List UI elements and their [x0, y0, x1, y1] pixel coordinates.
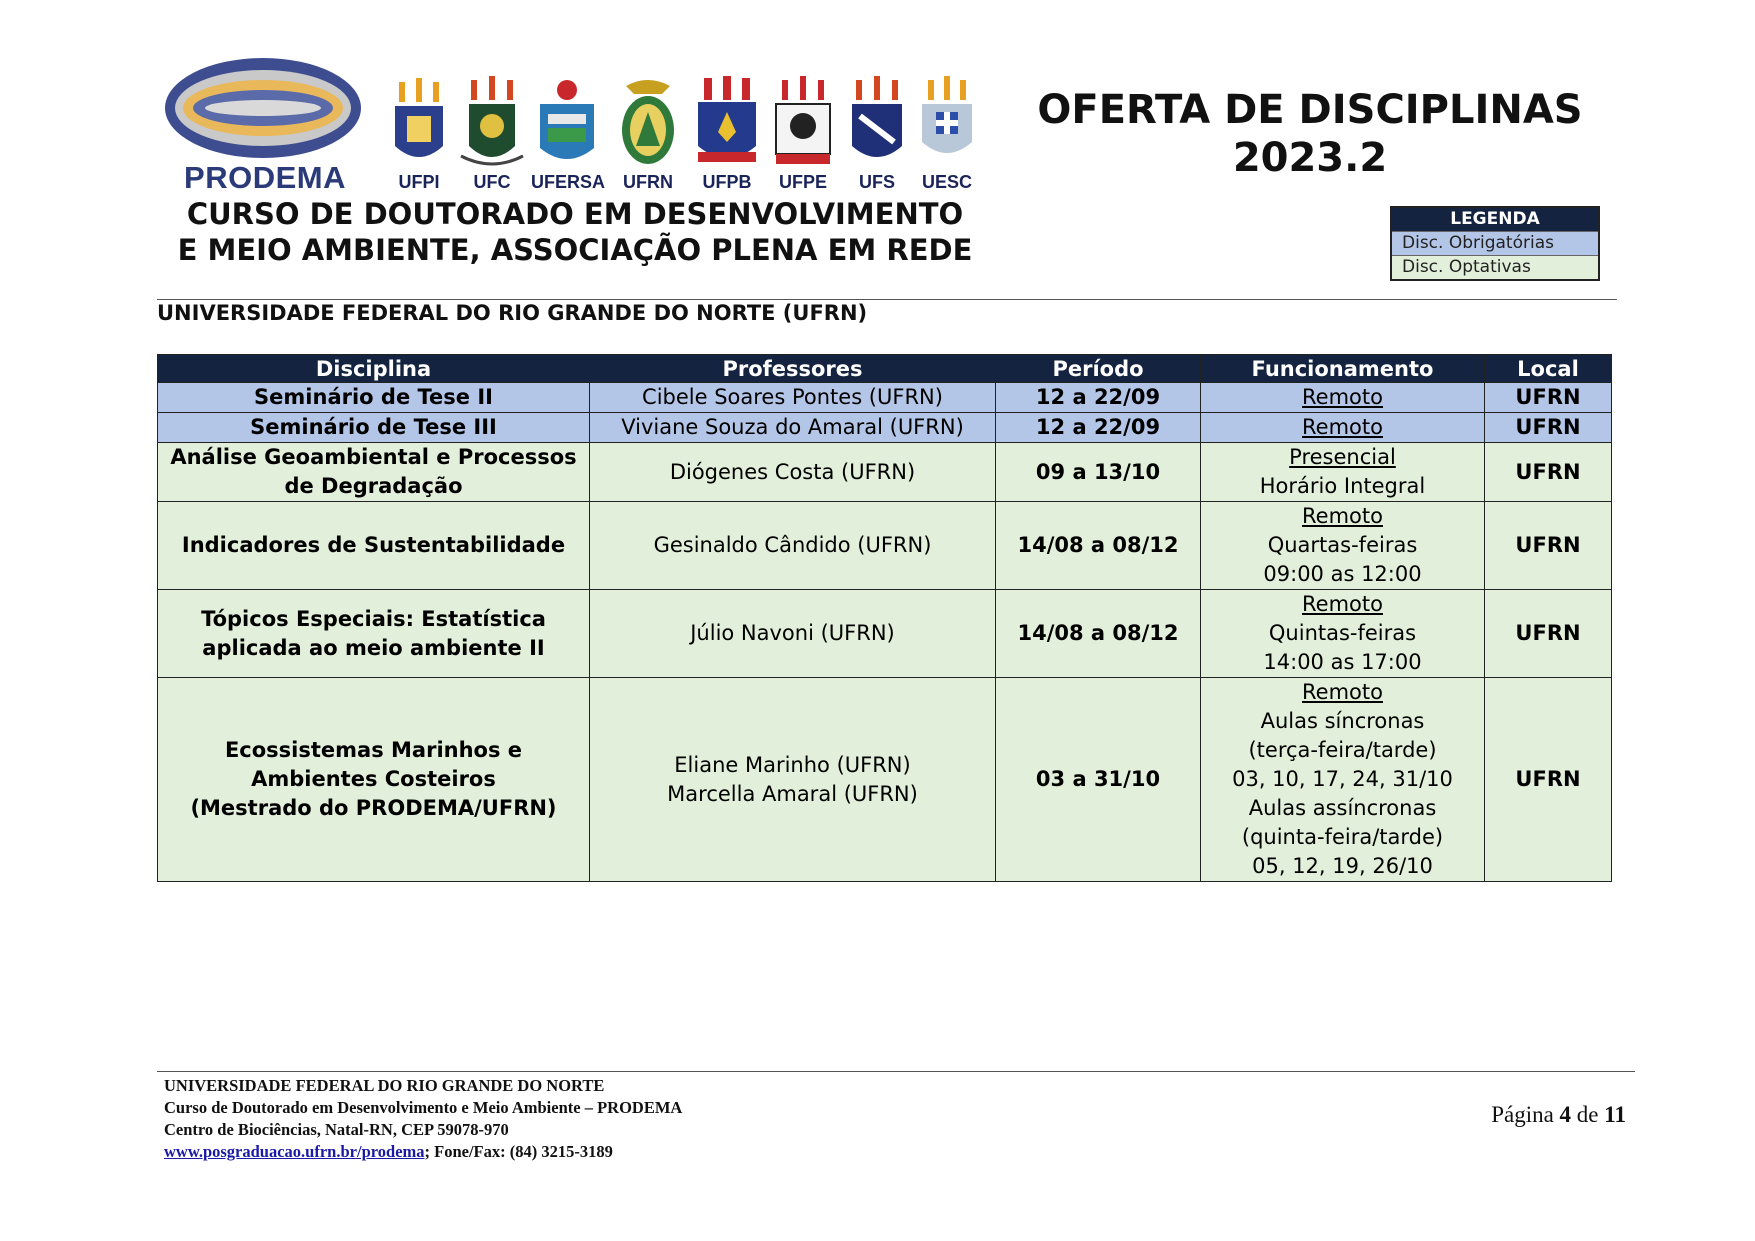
- professor-line: Diógenes Costa (UFRN): [669, 459, 916, 484]
- discipline-line: Ecossistemas Marinhos e: [224, 738, 523, 762]
- period-value: 12 a 22/09: [1035, 385, 1161, 409]
- professor-line: Eliane Marinho (UFRN): [674, 752, 911, 777]
- page-number: Página 4 de 11: [1491, 1102, 1626, 1127]
- professor-line: Júlio Navoni (UFRN): [690, 621, 895, 645]
- col-header-professores: Professores: [590, 355, 996, 383]
- divider-top: [157, 299, 1617, 300]
- schedule-line: Quintas-feiras: [1268, 621, 1417, 645]
- course-title: CURSO DE DOUTORADO EM DESENVOLVIMENTO E MEIO AMBIENTE, ASSOCIAÇÃO PLENA EM REDE: [177, 197, 973, 267]
- local-value: UFRN: [1515, 767, 1581, 791]
- mode-value: Remoto: [1302, 504, 1383, 528]
- cell-period: [996, 502, 1201, 590]
- cell-professors: [590, 590, 996, 678]
- logo-ufpe: UFPE: [767, 76, 839, 193]
- prodema-rings-icon: [165, 58, 361, 158]
- footer: [164, 1075, 682, 1163]
- col-header-disciplina: Disciplina: [158, 355, 590, 383]
- logo-ufpi: UFPI: [383, 76, 455, 193]
- table-header-row: [158, 355, 1612, 383]
- discipline-line: de Degradação: [284, 474, 463, 498]
- cell-mode: [1201, 383, 1485, 413]
- mode-value: Remoto: [1302, 680, 1383, 704]
- table-row: [158, 502, 1612, 590]
- schedule-line: Horário Integral: [1259, 474, 1426, 498]
- cell-professors: [590, 502, 996, 590]
- period-value: 09 a 13/10: [1035, 459, 1161, 484]
- cell-local: [1485, 443, 1612, 502]
- discipline-line: Indicadores de Sustentabilidade: [181, 533, 566, 557]
- discipline-line: (Mestrado do PRODEMA/UFRN): [190, 796, 557, 820]
- schedule-line: Quartas-feiras: [1267, 533, 1418, 557]
- schedule-line: 03, 10, 17, 24, 31/10: [1232, 767, 1453, 791]
- cell-mode: [1201, 590, 1485, 678]
- mode-value: Remoto: [1302, 592, 1383, 616]
- cell-discipline: [158, 383, 590, 413]
- col-header-local: Local: [1485, 355, 1612, 383]
- discipline-line: Análise Geoambiental e Processos: [170, 445, 577, 469]
- cell-local: [1485, 502, 1612, 590]
- cell-discipline: [158, 413, 590, 443]
- website-link[interactable]: www.posgraduacao.ufrn.br/prodema: [164, 1142, 425, 1161]
- cell-professors: [590, 383, 996, 413]
- logo-uesc: UESC: [911, 76, 983, 193]
- legend-optional: Disc. Optativas: [1392, 255, 1598, 279]
- cell-local: [1485, 413, 1612, 443]
- discipline-line: Seminário de Tese II: [254, 385, 493, 409]
- local-value: UFRN: [1515, 385, 1581, 409]
- legend: [1390, 206, 1600, 281]
- cell-discipline: [158, 443, 590, 502]
- cell-period: [996, 443, 1201, 502]
- ufpe-crest-icon: [770, 76, 836, 170]
- mode-value: Presencial: [1289, 445, 1396, 469]
- logo-ufrn: UFRN: [612, 76, 684, 193]
- table-row: [158, 678, 1612, 882]
- discipline-line: Tópicos Especiais: Estatística: [201, 606, 546, 631]
- local-value: UFRN: [1515, 415, 1581, 439]
- table-row: [158, 413, 1612, 443]
- offer-title: OFERTA DE DISCIPLINAS 2023.2: [1037, 87, 1583, 181]
- cell-professors: [590, 413, 996, 443]
- schedule-line: (quinta-feira/tarde): [1241, 825, 1444, 849]
- table-row: [158, 443, 1612, 502]
- col-header-funcionamento: Funcionamento: [1201, 355, 1485, 383]
- university-heading: UNIVERSIDADE FEDERAL DO RIO GRANDE DO NORTE (UFRN): [157, 301, 868, 325]
- ufpi-crest-icon: [391, 76, 447, 170]
- ufpb-crest-icon: [694, 76, 760, 170]
- logo-ufersa: UFERSA: [531, 76, 603, 193]
- cell-mode: [1201, 413, 1485, 443]
- period-value: 12 a 22/09: [1035, 415, 1161, 439]
- cell-professors: [590, 678, 996, 882]
- table-row: [158, 383, 1612, 413]
- schedule-line: Aulas assíncronas: [1248, 796, 1437, 820]
- footer-line2: Curso de Doutorado em Desenvolvimento e Meio Ambiente – PRODEMA: [164, 1098, 683, 1117]
- footer-phone: ; Fone/Fax: (84) 3215-3189: [424, 1142, 613, 1161]
- cell-period: [996, 678, 1201, 882]
- mode-value: Remoto: [1302, 415, 1383, 439]
- ufrn-crest-icon: [612, 76, 684, 170]
- cell-local: [1485, 678, 1612, 882]
- col-header-periodo: Período: [996, 355, 1201, 383]
- cell-professors: [590, 443, 996, 502]
- prodema-name: PRODEMA: [184, 160, 346, 195]
- logo-ufs: UFS: [841, 76, 913, 193]
- discipline-line: aplicada ao meio ambiente II: [202, 635, 545, 660]
- logo-ufpb: UFPB: [691, 76, 763, 193]
- uesc-crest-icon: [914, 76, 980, 170]
- mode-value: Remoto: [1302, 385, 1383, 409]
- divider-footer: [157, 1071, 1635, 1072]
- table-row: [158, 590, 1612, 678]
- footer-line4: [164, 1141, 682, 1163]
- period-value: 14/08 a 08/12: [1017, 533, 1179, 557]
- ufersa-crest-icon: [534, 76, 600, 170]
- schedule-line: 14:00 as 17:00: [1263, 650, 1422, 674]
- professor-line: Gesinaldo Cândido (UFRN): [653, 533, 932, 557]
- footer-line1: UNIVERSIDADE FEDERAL DO RIO GRANDE DO NORTE: [164, 1076, 605, 1095]
- footer-line3: Centro de Biociências, Natal-RN, CEP 59078-970: [164, 1120, 509, 1139]
- cell-discipline: [158, 502, 590, 590]
- schedule-line: Aulas síncronas: [1260, 709, 1425, 733]
- cell-mode: [1201, 502, 1485, 590]
- local-value: UFRN: [1515, 621, 1581, 645]
- ufs-crest-icon: [846, 76, 908, 170]
- cell-discipline: [158, 590, 590, 678]
- cell-period: [996, 383, 1201, 413]
- cell-period: [996, 590, 1201, 678]
- legend-mandatory: Disc. Obrigatórias: [1392, 231, 1598, 255]
- local-value: UFRN: [1515, 459, 1581, 484]
- disciplines-table: [157, 354, 1612, 882]
- cell-period: [996, 413, 1201, 443]
- professor-line: Cibele Soares Pontes (UFRN): [642, 385, 943, 409]
- professor-line: Marcella Amaral (UFRN): [667, 781, 918, 806]
- period-value: 14/08 a 08/12: [1017, 621, 1179, 645]
- discipline-line: Ambientes Costeiros: [251, 767, 496, 791]
- ufc-crest-icon: [459, 76, 525, 170]
- cell-mode: [1201, 443, 1485, 502]
- period-value: 03 a 31/10: [1035, 767, 1161, 791]
- prodema-logo: [165, 58, 365, 196]
- schedule-line: 05, 12, 19, 26/10: [1252, 854, 1433, 878]
- cell-mode: [1201, 678, 1485, 882]
- logo-ufc: UFC: [456, 76, 528, 193]
- local-value: UFRN: [1515, 533, 1581, 557]
- discipline-line: Seminário de Tese III: [250, 415, 497, 439]
- cell-discipline: [158, 678, 590, 882]
- professor-line: Viviane Souza do Amaral (UFRN): [621, 415, 964, 439]
- cell-local: [1485, 383, 1612, 413]
- cell-local: [1485, 590, 1612, 678]
- legend-header: LEGENDA: [1392, 208, 1598, 231]
- schedule-line: (terça-feira/tarde): [1248, 738, 1437, 762]
- schedule-line: 09:00 as 12:00: [1263, 562, 1422, 586]
